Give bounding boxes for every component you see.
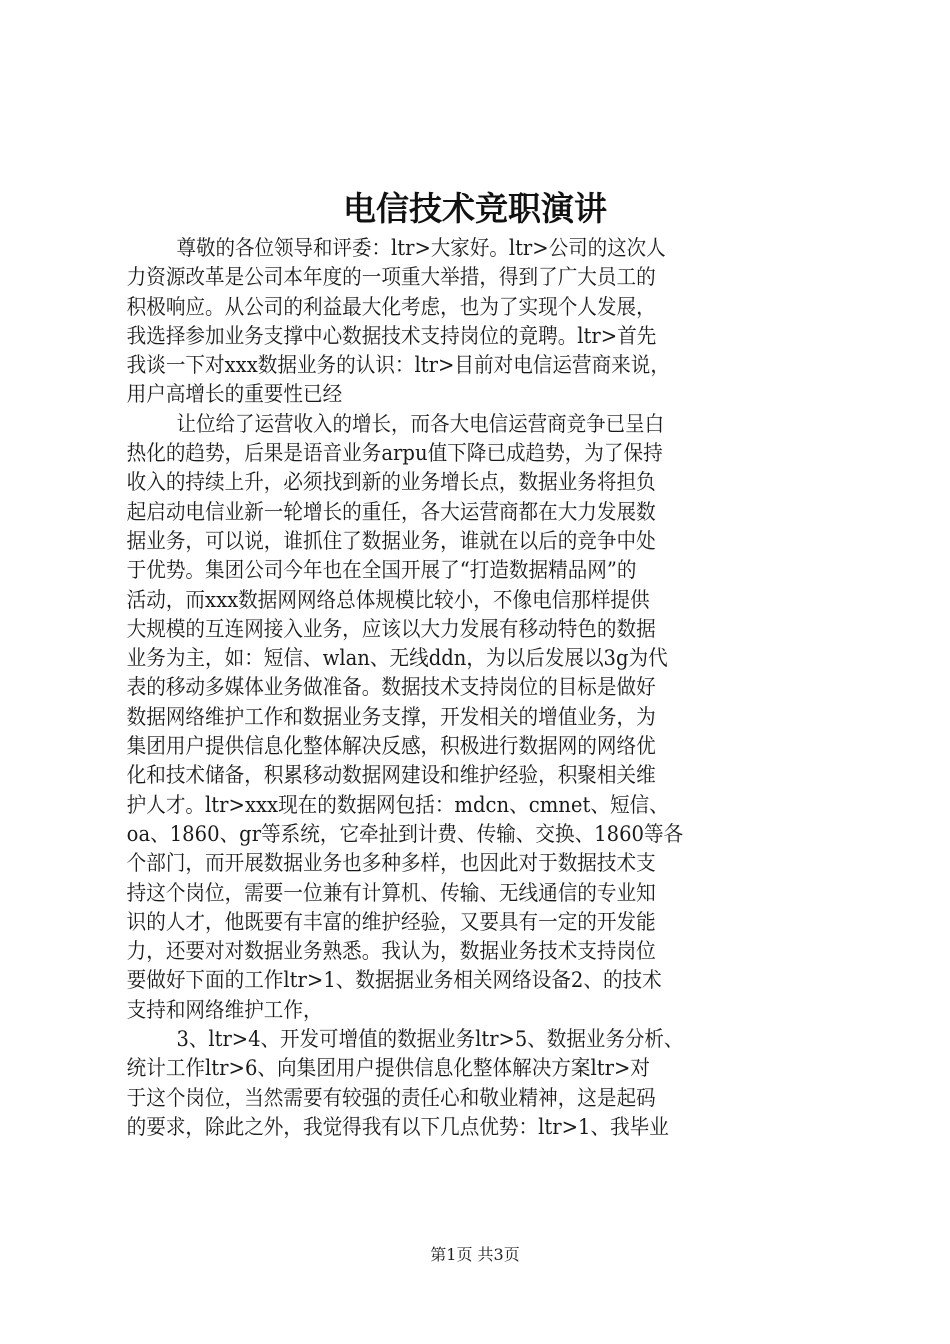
text-line: 用户高增长的重要性已经 [126, 382, 343, 407]
text-line: 识的人才，他既要有丰富的维护经验，又要具有一定的开发能 [126, 909, 656, 934]
text-line: 力资源改革是公司本年度的一项重大举措，得到了广大员工的 [126, 265, 656, 290]
text-line: 持这个岗位，需要一位兼有计算机、传输、无线通信的专业知 [126, 880, 656, 905]
text-line: 3、ltr>4、开发可增值的数据业务ltr>5、数据业务分析、 [176, 1027, 684, 1052]
text-line: 大规模的互连网接入业务，应该以大力发展有移动特色的数据 [126, 616, 656, 641]
text-line: 于这个岗位，当然需要有较强的责任心和敬业精神，这是起码 [126, 1085, 656, 1110]
text-line: 让位给了运营收入的增长，而各大电信运营商竞争已呈白 [176, 411, 665, 436]
text-line: 表的移动多媒体业务做准备。数据技术支持岗位的目标是做好 [126, 675, 656, 700]
document-body [126, 234, 830, 1142]
paragraph-1 [126, 234, 830, 410]
text-line: 尊敬的各位领导和评委：ltr>大家好。ltr>公司的这次人 [176, 236, 666, 260]
text-line: 我谈一下对xxx数据业务的认识：ltr>目前对电信运营商来说， [126, 353, 670, 378]
text-line: 起启动电信业新一轮增长的重任，各大运营商都在大力发展数 [126, 499, 656, 524]
paragraph-2 [126, 410, 830, 1025]
text-line: 积极响应。从公司的利益最大化考虑，也为了实现个人发展， [126, 294, 656, 319]
text-line: oa、1860、gr等系统，它牵扯到计费、传输、交换、1860等各 [126, 821, 684, 846]
text-line: 统计工作ltr>6、向集团用户提供信息化整体解决方案ltr>对 [126, 1056, 651, 1081]
text-line: 活动，而xxx数据网网络总体规模比较小，不像电信那样提供 [126, 587, 650, 612]
text-line: 化和技术储备，积累移动数据网建设和维护经验，积聚相关维 [126, 763, 656, 788]
text-line: 支持和网络维护工作， [126, 997, 323, 1022]
text-line: 据业务，可以说，谁抓住了数据业务，谁就在以后的竞争中处 [126, 528, 656, 553]
text-line: 要做好下面的工作ltr>1、数据据业务相关网络设备2、的技术 [126, 968, 662, 993]
text-line: 我选择参加业务支撑中心数据技术支持岗位的竟聘。ltr>首先 [126, 323, 657, 348]
page-footer: 第1页 共3页 [430, 1245, 520, 1264]
text-line: 护人才。ltr>xxx现在的数据网包括：mdcn、cmnet、短信、 [126, 792, 669, 817]
text-line: 收入的持续上升，必须找到新的业务增长点，数据业务将担负 [126, 470, 656, 495]
text-line: 业务为主，如：短信、wlan、无线ddn，为以后发展以3g为代 [126, 646, 668, 671]
text-line: 个部门，而开展数据业务也多种多样，也因此对于数据技术支 [126, 851, 656, 876]
text-line: 热化的趋势，后果是语音业务arpu值下降已成趋势，为了保持 [126, 441, 663, 466]
text-line: 的要求，除此之外，我觉得我有以下几点优势：ltr>1、我毕业 [126, 1114, 669, 1139]
paragraph-3 [126, 1025, 830, 1142]
document-title: 电信技术竞职演讲 [343, 189, 607, 228]
text-line: 于优势。集团公司今年也在全国开展了“打造数据精品网”的 [126, 558, 637, 583]
text-line: 力，还要对对数据业务熟悉。我认为，数据业务技术支持岗位 [126, 939, 656, 964]
text-line: 集团用户提供信息化整体解决反感，积极进行数据网的网络优 [126, 734, 656, 759]
text-line: 数据网络维护工作和数据业务支撑，开发相关的增值业务，为 [126, 704, 656, 729]
